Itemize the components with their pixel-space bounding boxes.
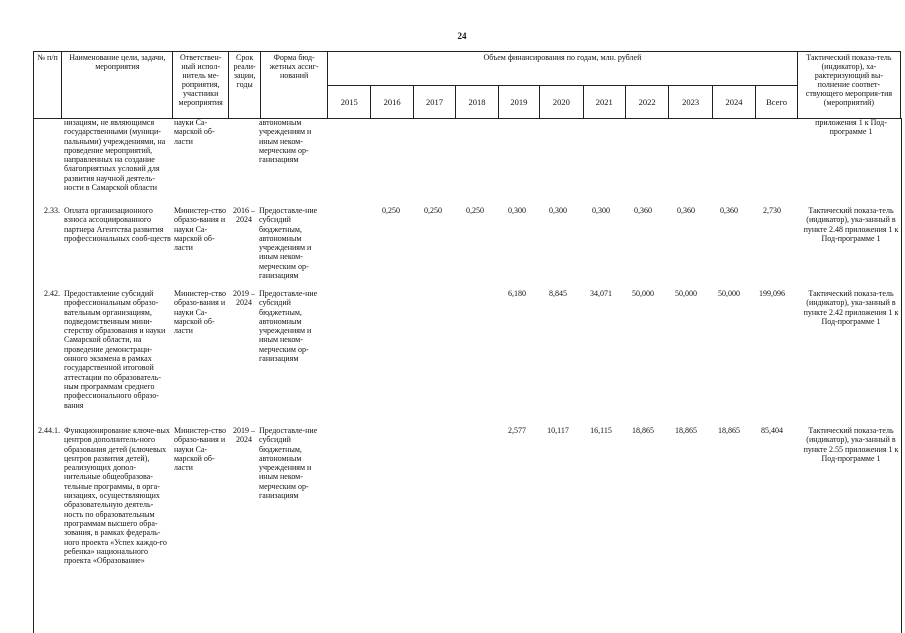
row-indicator: Тактический показа-тель (индикатор), ука-занный в пункте 2.55 приложения 1 к Под-программе 1 [803, 426, 899, 463]
value-2019: 6,180 [508, 289, 526, 298]
value-2024: 50,000 [718, 289, 740, 298]
header-year-2024: 2024 [712, 86, 755, 119]
header-num: № п/п [34, 52, 62, 119]
row-num: 2.42. [44, 289, 60, 298]
table-row [33, 206, 901, 289]
header-year-2021: 2021 [583, 86, 625, 119]
row-term: 2019 – 2024 [233, 426, 255, 445]
value-total: 85,404 [761, 426, 783, 435]
value-2023: 18,865 [675, 426, 697, 435]
row-responsible: Министер-ство образо-вания и науки Са-марской об-ласти [174, 426, 226, 473]
row-name: Функционирование ключе-вых центров дополнитель-ного образования детей (ключевых центров развития детей), реализующих допол-нительные общеобразова-тельные программы, в орга-низациях, осуществляющих образовательную деятель-ность по образовательным программам высшего обра-зования, в рамках федераль-ного проекта «Успех каждо-го ребенка» национального проекта «Образование» [64, 426, 170, 566]
row-name: Предоставление субсидий профессиональным образо-вательным организациям, подведомственным мини-стерству образования и науки Самарской области, на проведение демонстраци-онного экзамена в рамках государственной итоговой аттестации по образователь-ным программам среднего профессионального образо-вания [64, 289, 166, 410]
value-2020: 0,300 [549, 206, 567, 215]
header-indicator: Тактический показа-тель (индикатор), ха-рактеризующий вы-полнение соответ-ствующего мероприя-тия (мероприятий) [797, 52, 900, 119]
row-form: Предоставле-ние субсидий бюджетным, автономным учреждениям и иным неком-мерческим ор-ганизациям [259, 206, 318, 281]
value-2020: 8,845 [549, 289, 567, 298]
header-name: Наименование цели, задачи, мероприятия [62, 52, 173, 119]
value-2021: 16,115 [590, 426, 612, 435]
value-2022: 50,000 [632, 289, 654, 298]
row-num: 2.44.1. [38, 426, 60, 435]
header-year-2017: 2017 [413, 86, 455, 119]
row-responsible: Министер-ство образо-вания и науки Са-марской об-ласти [174, 289, 226, 336]
header-responsible: Ответствен-ный испол-нитель ме-роприятия, участники мероприятия [173, 52, 229, 119]
value-2023: 50,000 [675, 289, 697, 298]
table-header [33, 51, 901, 119]
value-2018: 0,250 [466, 206, 484, 215]
row-form: Предоставле-ние субсидий бюджетным, автономным учреждениям и иным неком-мерческим ор-ганизациям [259, 289, 318, 364]
row-name: Оплата организационного взноса ассоциированного партнера Агентства развития профессиональных сооб-ществ [64, 206, 171, 243]
header-year-2020: 2020 [540, 86, 583, 119]
value-2017: 0,250 [424, 206, 442, 215]
page-number: 24 [457, 31, 467, 41]
value-2019: 2,577 [508, 426, 526, 435]
table-row [33, 289, 901, 426]
row-term: 2019 – 2024 [233, 289, 255, 308]
header-year-2019: 2019 [498, 86, 539, 119]
row-responsible: Министер-ство образо-вания и науки Са-марской об-ласти [174, 206, 226, 253]
row-indicator: приложения 1 к Под-программе 1 [815, 118, 887, 137]
header-year-2015: 2015 [327, 86, 370, 119]
header-year-2023: 2023 [669, 86, 712, 119]
header-total: Всего [756, 86, 798, 119]
row-responsible: науки Са-марской об-ласти [174, 118, 215, 146]
table-right-border [901, 118, 902, 633]
row-form: автономным учреждениям и иным неком-мерческим ор-ганизациям [259, 118, 312, 165]
value-total: 2,730 [763, 206, 781, 215]
table-row [33, 426, 901, 586]
value-2016: 0,250 [382, 206, 400, 215]
row-num: 2.33. [44, 206, 60, 215]
header-year-2022: 2022 [625, 86, 668, 119]
header-term: Срок реали-зации, годы [228, 52, 260, 119]
table-body [33, 118, 901, 586]
row-form: Предоставле-ние субсидий бюджетным, автономным учреждениям и иным неком-мерческим ор-ганизациям [259, 426, 318, 501]
value-total: 199,096 [759, 289, 785, 298]
value-2020: 10,117 [547, 426, 569, 435]
value-2019: 0,300 [508, 206, 526, 215]
header-funding: Объем финансирования по годам, млн. рублей [327, 52, 797, 86]
row-name: низациям, не являющимся государственными (муници-пальными) учреждениями, на проведение мероприятий, направленных на создание благоприятных условий для развития научной деятель-ности в Самарской области [64, 118, 166, 193]
header-year-2018: 2018 [456, 86, 498, 119]
value-2023: 0,360 [677, 206, 695, 215]
header-form: Форма бюд-жетных ассиг-нований [261, 52, 328, 119]
row-term: 2016 – 2024 [233, 206, 255, 225]
value-2021: 0,300 [592, 206, 610, 215]
value-2024: 18,865 [718, 426, 740, 435]
header-year-2016: 2016 [371, 86, 413, 119]
table-row [33, 118, 901, 206]
value-2021: 34,071 [590, 289, 612, 298]
row-indicator: Тактический показа-тель (индикатор), ука-занный в пункте 2.48 приложения 1 к Под-программе 1 [803, 206, 899, 243]
value-2022: 0,360 [634, 206, 652, 215]
value-2022: 18,865 [632, 426, 654, 435]
row-indicator: Тактический показа-тель (индикатор), ука-занный в пункте 2.42 приложения 1 к Под-программе 1 [803, 289, 899, 326]
value-2024: 0,360 [720, 206, 738, 215]
